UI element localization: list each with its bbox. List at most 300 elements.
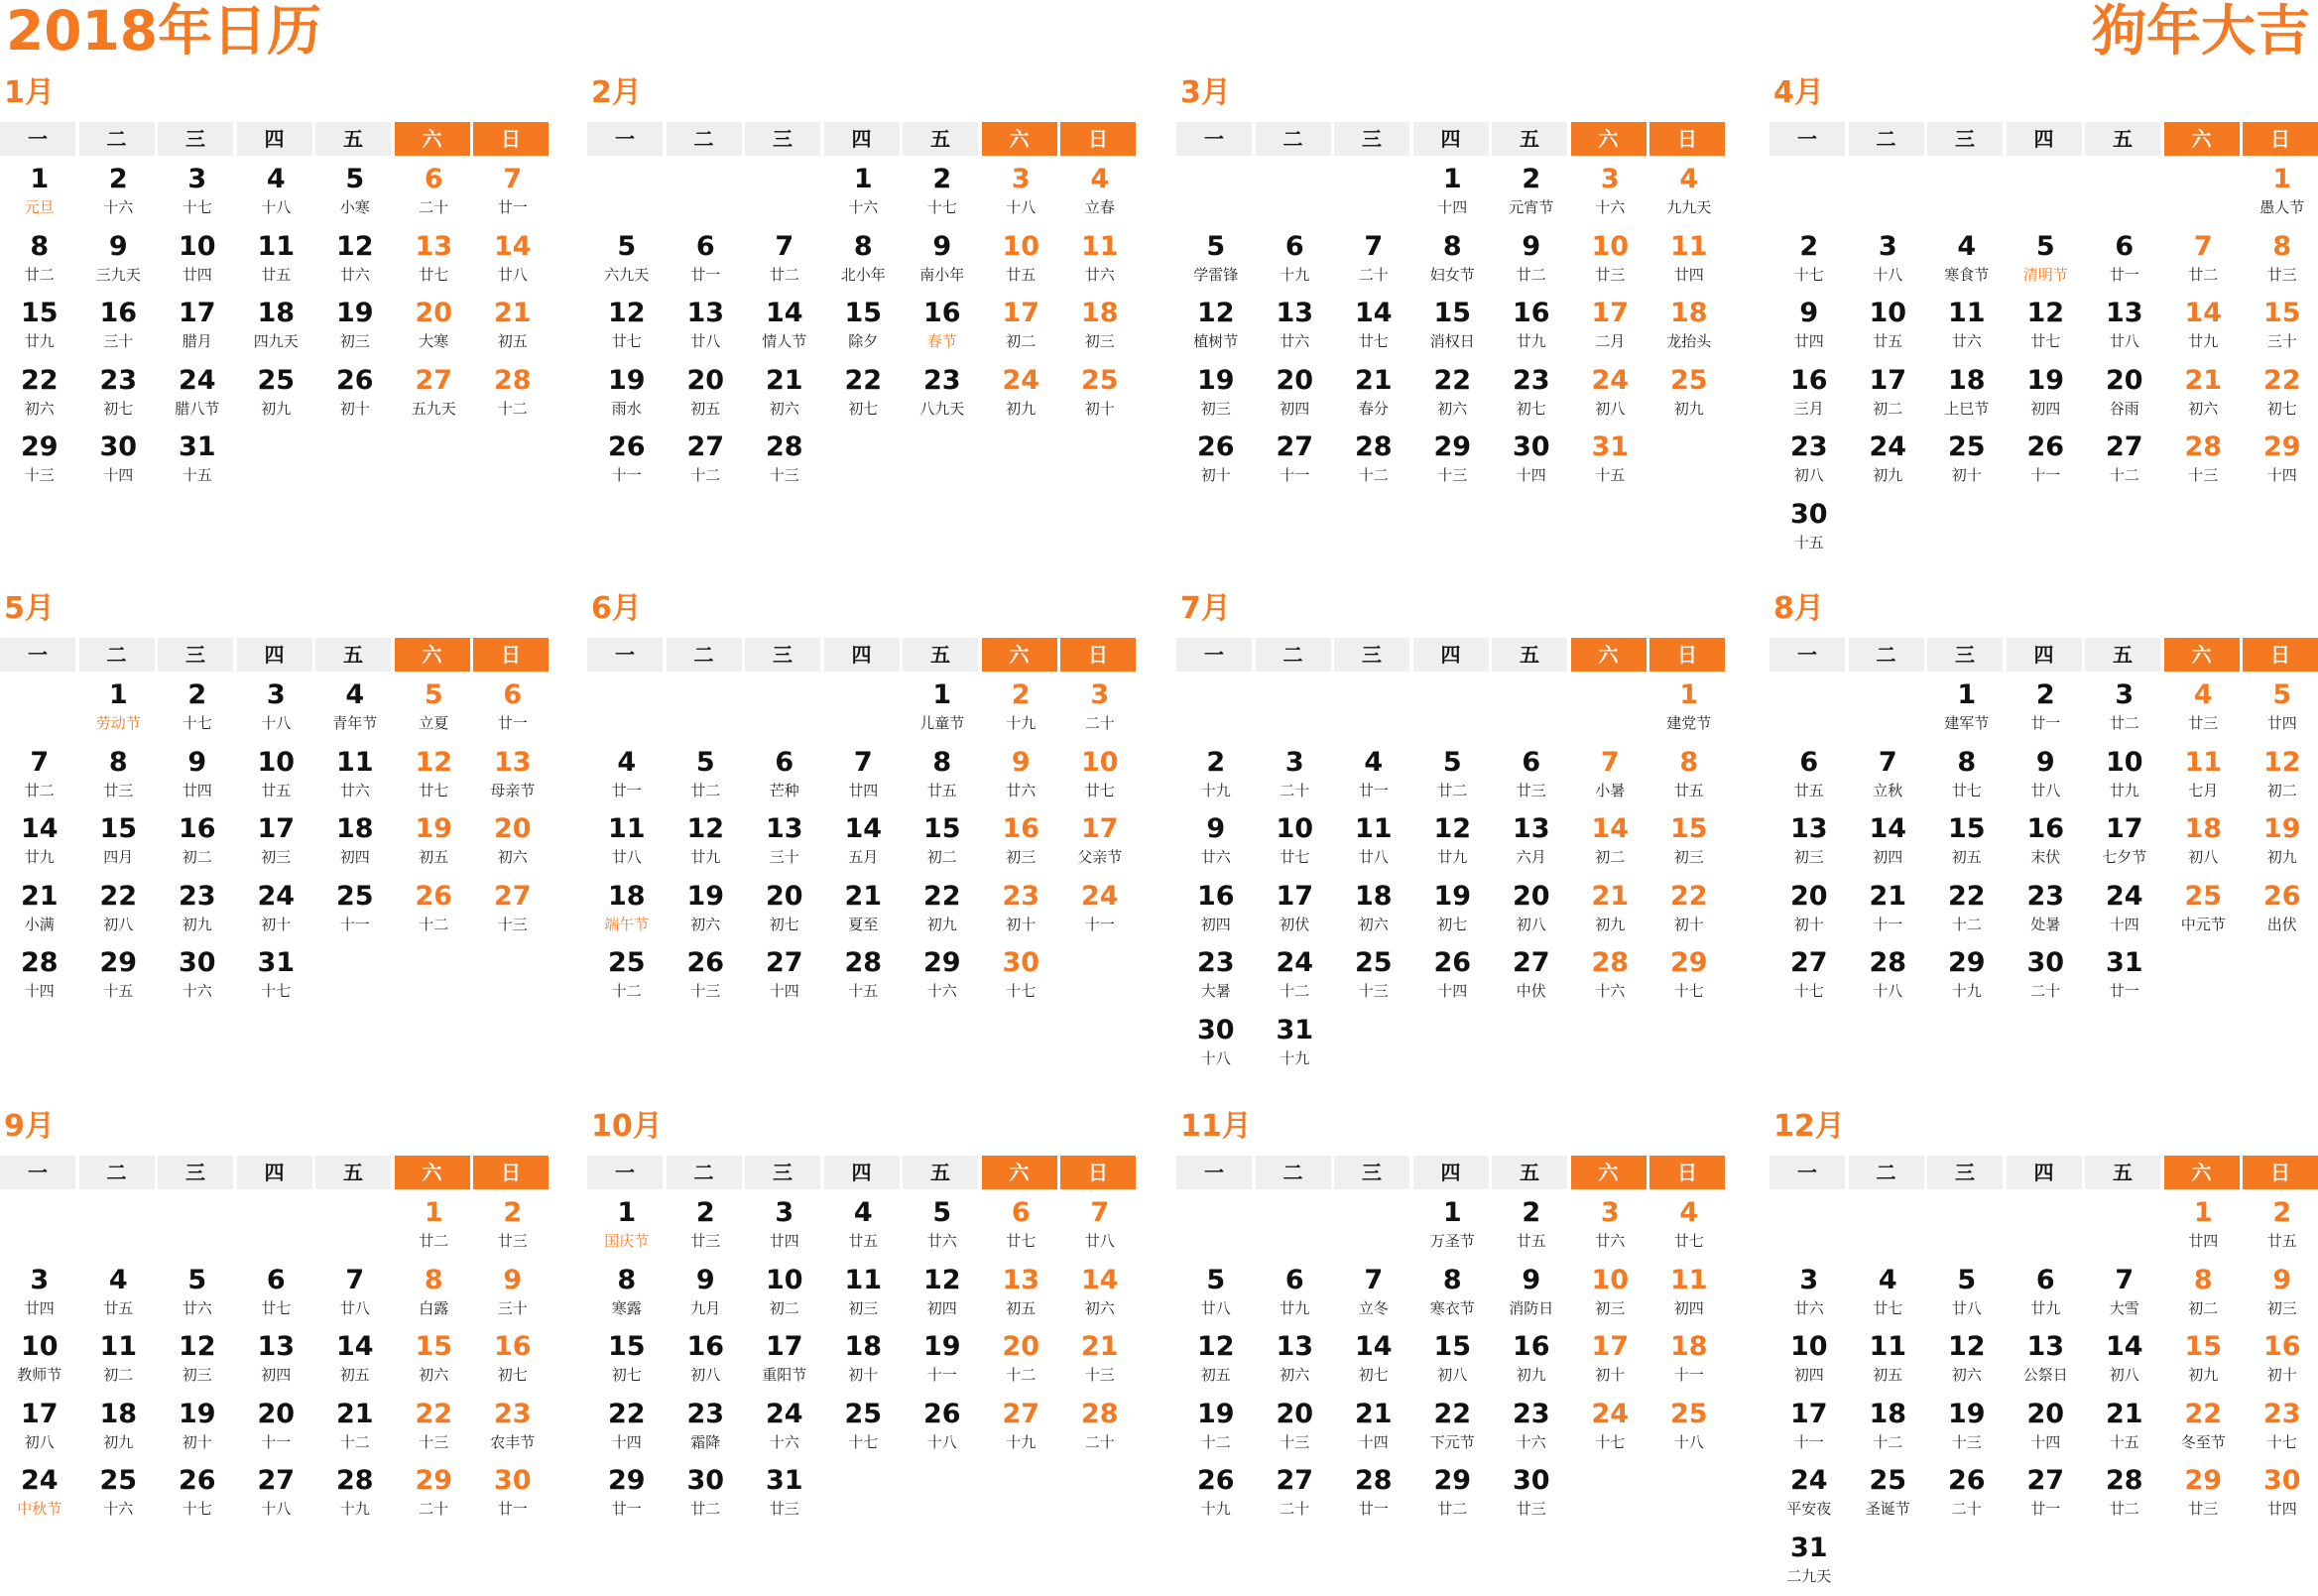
day-cell[interactable]	[1256, 943, 1335, 1011]
day-cell[interactable]	[2085, 809, 2164, 877]
day-cell[interactable]	[1649, 361, 1729, 429]
day-cell[interactable]	[158, 1395, 237, 1462]
day-cell[interactable]	[1060, 1193, 1140, 1261]
day-cell[interactable]	[0, 1461, 79, 1529]
day-cell[interactable]	[982, 943, 1061, 1011]
day-cell[interactable]	[1649, 743, 1729, 810]
day-cell[interactable]	[1769, 1261, 1849, 1328]
day-cell[interactable]	[2164, 428, 2244, 495]
day-cell[interactable]	[1413, 1193, 1493, 1261]
day-cell[interactable]	[667, 294, 746, 361]
day-cell[interactable]	[2164, 227, 2244, 295]
day-cell[interactable]	[1413, 1327, 1493, 1395]
day-cell[interactable]	[2085, 1261, 2164, 1328]
day-cell[interactable]	[1492, 428, 1571, 495]
day-cell[interactable]	[1849, 294, 1928, 361]
day-cell[interactable]	[315, 361, 395, 429]
day-cell[interactable]	[1849, 1261, 1928, 1328]
day-cell[interactable]	[1256, 743, 1335, 810]
day-cell[interactable]	[903, 877, 982, 944]
day-cell[interactable]	[1849, 361, 1928, 429]
day-cell[interactable]	[2007, 428, 2086, 495]
day-cell[interactable]	[982, 1261, 1061, 1328]
day-cell[interactable]	[1849, 1327, 1928, 1395]
day-cell[interactable]	[1849, 428, 1928, 495]
day-cell[interactable]	[903, 943, 982, 1011]
day-cell[interactable]	[1176, 743, 1256, 810]
day-cell[interactable]	[237, 1327, 316, 1395]
day-cell[interactable]	[2085, 1327, 2164, 1395]
day-cell[interactable]	[395, 1261, 474, 1328]
day-cell[interactable]	[2164, 1193, 2244, 1261]
day-cell[interactable]	[745, 877, 824, 944]
day-cell[interactable]	[903, 809, 982, 877]
day-cell[interactable]	[2164, 1261, 2244, 1328]
day-cell[interactable]	[237, 160, 316, 227]
day-cell[interactable]	[0, 1327, 79, 1395]
day-cell[interactable]	[667, 1327, 746, 1395]
day-cell[interactable]	[0, 428, 79, 495]
day-cell[interactable]	[237, 227, 316, 295]
day-cell[interactable]	[79, 361, 159, 429]
day-cell[interactable]	[667, 1193, 746, 1261]
day-cell[interactable]	[79, 743, 159, 810]
day-cell[interactable]	[237, 361, 316, 429]
day-cell[interactable]	[2164, 1461, 2244, 1529]
day-cell[interactable]	[1492, 1193, 1571, 1261]
day-cell[interactable]	[1334, 361, 1413, 429]
day-cell[interactable]	[587, 1193, 667, 1261]
day-cell[interactable]	[1571, 428, 1650, 495]
day-cell[interactable]	[824, 877, 904, 944]
day-cell[interactable]	[1849, 877, 1928, 944]
day-cell[interactable]	[2085, 361, 2164, 429]
day-cell[interactable]	[1927, 743, 2007, 810]
day-cell[interactable]	[824, 943, 904, 1011]
day-cell[interactable]	[79, 160, 159, 227]
day-cell[interactable]	[2243, 743, 2318, 810]
day-cell[interactable]	[1413, 809, 1493, 877]
day-cell[interactable]	[2007, 1327, 2086, 1395]
day-cell[interactable]	[2164, 675, 2244, 743]
day-cell[interactable]	[237, 1461, 316, 1529]
day-cell[interactable]	[1927, 809, 2007, 877]
day-cell[interactable]	[158, 428, 237, 495]
day-cell[interactable]	[824, 743, 904, 810]
day-cell[interactable]	[903, 160, 982, 227]
day-cell[interactable]	[1334, 1395, 1413, 1462]
day-cell[interactable]	[158, 1261, 237, 1328]
day-cell[interactable]	[1060, 294, 1140, 361]
day-cell[interactable]	[1927, 294, 2007, 361]
day-cell[interactable]	[1571, 743, 1650, 810]
day-cell[interactable]	[667, 809, 746, 877]
day-cell[interactable]	[982, 294, 1061, 361]
day-cell[interactable]	[1927, 428, 2007, 495]
day-cell[interactable]	[1769, 294, 1849, 361]
day-cell[interactable]	[1769, 495, 1849, 562]
day-cell[interactable]	[1492, 1327, 1571, 1395]
day-cell[interactable]	[667, 361, 746, 429]
day-cell[interactable]	[1492, 1461, 1571, 1529]
day-cell[interactable]	[1176, 361, 1256, 429]
day-cell[interactable]	[315, 227, 395, 295]
day-cell[interactable]	[1649, 1193, 1729, 1261]
day-cell[interactable]	[1256, 227, 1335, 295]
day-cell[interactable]	[79, 809, 159, 877]
day-cell[interactable]	[0, 877, 79, 944]
day-cell[interactable]	[1571, 160, 1650, 227]
day-cell[interactable]	[79, 294, 159, 361]
day-cell[interactable]	[1769, 1529, 1849, 1596]
day-cell[interactable]	[158, 1327, 237, 1395]
day-cell[interactable]	[1849, 1461, 1928, 1529]
day-cell[interactable]	[667, 943, 746, 1011]
day-cell[interactable]	[315, 1461, 395, 1529]
day-cell[interactable]	[1571, 1261, 1650, 1328]
day-cell[interactable]	[395, 1395, 474, 1462]
day-cell[interactable]	[587, 877, 667, 944]
day-cell[interactable]	[395, 1461, 474, 1529]
day-cell[interactable]	[473, 294, 552, 361]
day-cell[interactable]	[2007, 1461, 2086, 1529]
day-cell[interactable]	[1176, 809, 1256, 877]
day-cell[interactable]	[1176, 943, 1256, 1011]
day-cell[interactable]	[1649, 1327, 1729, 1395]
day-cell[interactable]	[2164, 1327, 2244, 1395]
day-cell[interactable]	[315, 1395, 395, 1462]
day-cell[interactable]	[1649, 877, 1729, 944]
day-cell[interactable]	[2243, 877, 2318, 944]
day-cell[interactable]	[395, 160, 474, 227]
day-cell[interactable]	[2164, 743, 2244, 810]
day-cell[interactable]	[1060, 160, 1140, 227]
day-cell[interactable]	[395, 675, 474, 743]
day-cell[interactable]	[79, 943, 159, 1011]
day-cell[interactable]	[237, 294, 316, 361]
day-cell[interactable]	[158, 877, 237, 944]
day-cell[interactable]	[824, 160, 904, 227]
day-cell[interactable]	[1256, 361, 1335, 429]
day-cell[interactable]	[1571, 809, 1650, 877]
day-cell[interactable]	[1849, 743, 1928, 810]
day-cell[interactable]	[79, 1261, 159, 1328]
day-cell[interactable]	[903, 227, 982, 295]
day-cell[interactable]	[667, 1461, 746, 1529]
day-cell[interactable]	[1256, 1327, 1335, 1395]
day-cell[interactable]	[2007, 809, 2086, 877]
day-cell[interactable]	[0, 743, 79, 810]
day-cell[interactable]	[1413, 160, 1493, 227]
day-cell[interactable]	[587, 361, 667, 429]
day-cell[interactable]	[79, 675, 159, 743]
day-cell[interactable]	[395, 743, 474, 810]
day-cell[interactable]	[473, 743, 552, 810]
day-cell[interactable]	[1492, 361, 1571, 429]
day-cell[interactable]	[1413, 1461, 1493, 1529]
day-cell[interactable]	[79, 877, 159, 944]
day-cell[interactable]	[473, 877, 552, 944]
day-cell[interactable]	[824, 1193, 904, 1261]
day-cell[interactable]	[0, 227, 79, 295]
day-cell[interactable]	[1492, 1261, 1571, 1328]
day-cell[interactable]	[903, 1261, 982, 1328]
day-cell[interactable]	[395, 361, 474, 429]
day-cell[interactable]	[745, 743, 824, 810]
day-cell[interactable]	[1769, 743, 1849, 810]
day-cell[interactable]	[745, 361, 824, 429]
day-cell[interactable]	[1492, 1395, 1571, 1462]
day-cell[interactable]	[473, 1395, 552, 1462]
day-cell[interactable]	[1927, 1261, 2007, 1328]
day-cell[interactable]	[1492, 943, 1571, 1011]
day-cell[interactable]	[1649, 1395, 1729, 1462]
day-cell[interactable]	[667, 227, 746, 295]
day-cell[interactable]	[2085, 227, 2164, 295]
day-cell[interactable]	[1060, 227, 1140, 295]
day-cell[interactable]	[1649, 294, 1729, 361]
day-cell[interactable]	[1649, 227, 1729, 295]
day-cell[interactable]	[1060, 361, 1140, 429]
day-cell[interactable]	[1769, 361, 1849, 429]
day-cell[interactable]	[1176, 877, 1256, 944]
day-cell[interactable]	[1334, 809, 1413, 877]
day-cell[interactable]	[1769, 227, 1849, 295]
day-cell[interactable]	[1176, 227, 1256, 295]
day-cell[interactable]	[2085, 943, 2164, 1011]
day-cell[interactable]	[1769, 428, 1849, 495]
day-cell[interactable]	[1256, 428, 1335, 495]
day-cell[interactable]	[903, 294, 982, 361]
day-cell[interactable]	[824, 294, 904, 361]
day-cell[interactable]	[2007, 675, 2086, 743]
day-cell[interactable]	[1927, 675, 2007, 743]
day-cell[interactable]	[473, 361, 552, 429]
day-cell[interactable]	[0, 160, 79, 227]
day-cell[interactable]	[395, 877, 474, 944]
day-cell[interactable]	[1849, 943, 1928, 1011]
day-cell[interactable]	[2243, 809, 2318, 877]
day-cell[interactable]	[667, 428, 746, 495]
day-cell[interactable]	[1927, 361, 2007, 429]
day-cell[interactable]	[237, 675, 316, 743]
day-cell[interactable]	[1769, 1395, 1849, 1462]
day-cell[interactable]	[1256, 877, 1335, 944]
day-cell[interactable]	[1571, 1193, 1650, 1261]
day-cell[interactable]	[667, 1395, 746, 1462]
day-cell[interactable]	[315, 809, 395, 877]
day-cell[interactable]	[745, 1327, 824, 1395]
day-cell[interactable]	[158, 809, 237, 877]
day-cell[interactable]	[1413, 743, 1493, 810]
day-cell[interactable]	[1413, 294, 1493, 361]
day-cell[interactable]	[237, 743, 316, 810]
day-cell[interactable]	[1256, 294, 1335, 361]
day-cell[interactable]	[0, 361, 79, 429]
day-cell[interactable]	[824, 361, 904, 429]
day-cell[interactable]	[1176, 1011, 1256, 1078]
day-cell[interactable]	[1334, 1261, 1413, 1328]
day-cell[interactable]	[473, 809, 552, 877]
day-cell[interactable]	[2085, 428, 2164, 495]
day-cell[interactable]	[315, 1327, 395, 1395]
day-cell[interactable]	[0, 1395, 79, 1462]
day-cell[interactable]	[1649, 943, 1729, 1011]
day-cell[interactable]	[1413, 361, 1493, 429]
day-cell[interactable]	[745, 1193, 824, 1261]
day-cell[interactable]	[1060, 877, 1140, 944]
day-cell[interactable]	[473, 1327, 552, 1395]
day-cell[interactable]	[1571, 877, 1650, 944]
day-cell[interactable]	[473, 227, 552, 295]
day-cell[interactable]	[982, 361, 1061, 429]
day-cell[interactable]	[79, 1461, 159, 1529]
day-cell[interactable]	[2085, 1395, 2164, 1462]
day-cell[interactable]	[2007, 743, 2086, 810]
day-cell[interactable]	[903, 1327, 982, 1395]
day-cell[interactable]	[2243, 675, 2318, 743]
day-cell[interactable]	[1769, 809, 1849, 877]
day-cell[interactable]	[237, 1261, 316, 1328]
day-cell[interactable]	[2243, 294, 2318, 361]
day-cell[interactable]	[315, 294, 395, 361]
day-cell[interactable]	[587, 809, 667, 877]
day-cell[interactable]	[982, 227, 1061, 295]
day-cell[interactable]	[745, 1461, 824, 1529]
day-cell[interactable]	[158, 160, 237, 227]
day-cell[interactable]	[2243, 227, 2318, 295]
day-cell[interactable]	[1413, 428, 1493, 495]
day-cell[interactable]	[1060, 743, 1140, 810]
day-cell[interactable]	[0, 1261, 79, 1328]
day-cell[interactable]	[1060, 675, 1140, 743]
day-cell[interactable]	[158, 943, 237, 1011]
day-cell[interactable]	[745, 227, 824, 295]
day-cell[interactable]	[395, 1327, 474, 1395]
day-cell[interactable]	[903, 743, 982, 810]
day-cell[interactable]	[1413, 877, 1493, 944]
day-cell[interactable]	[824, 1261, 904, 1328]
day-cell[interactable]	[1927, 1461, 2007, 1529]
day-cell[interactable]	[1927, 1395, 2007, 1462]
day-cell[interactable]	[1492, 294, 1571, 361]
day-cell[interactable]	[1176, 1461, 1256, 1529]
day-cell[interactable]	[315, 877, 395, 944]
day-cell[interactable]	[2007, 943, 2086, 1011]
day-cell[interactable]	[1571, 943, 1650, 1011]
day-cell[interactable]	[1849, 809, 1928, 877]
day-cell[interactable]	[1256, 1011, 1335, 1078]
day-cell[interactable]	[1413, 943, 1493, 1011]
day-cell[interactable]	[2243, 1193, 2318, 1261]
day-cell[interactable]	[1649, 1261, 1729, 1328]
day-cell[interactable]	[473, 160, 552, 227]
day-cell[interactable]	[2243, 160, 2318, 227]
day-cell[interactable]	[587, 1261, 667, 1328]
day-cell[interactable]	[158, 1461, 237, 1529]
day-cell[interactable]	[1492, 227, 1571, 295]
day-cell[interactable]	[1334, 428, 1413, 495]
day-cell[interactable]	[587, 743, 667, 810]
day-cell[interactable]	[2243, 1261, 2318, 1328]
day-cell[interactable]	[587, 1327, 667, 1395]
day-cell[interactable]	[79, 1327, 159, 1395]
day-cell[interactable]	[587, 227, 667, 295]
day-cell[interactable]	[1334, 1327, 1413, 1395]
day-cell[interactable]	[158, 227, 237, 295]
day-cell[interactable]	[667, 877, 746, 944]
day-cell[interactable]	[2243, 1461, 2318, 1529]
day-cell[interactable]	[1927, 1327, 2007, 1395]
day-cell[interactable]	[1649, 809, 1729, 877]
day-cell[interactable]	[395, 227, 474, 295]
day-cell[interactable]	[1769, 1327, 1849, 1395]
day-cell[interactable]	[745, 809, 824, 877]
day-cell[interactable]	[903, 1193, 982, 1261]
day-cell[interactable]	[1256, 1395, 1335, 1462]
day-cell[interactable]	[903, 361, 982, 429]
day-cell[interactable]	[2243, 361, 2318, 429]
day-cell[interactable]	[587, 1461, 667, 1529]
day-cell[interactable]	[1060, 1395, 1140, 1462]
day-cell[interactable]	[903, 1395, 982, 1462]
day-cell[interactable]	[237, 809, 316, 877]
day-cell[interactable]	[237, 943, 316, 1011]
day-cell[interactable]	[2085, 675, 2164, 743]
day-cell[interactable]	[1492, 877, 1571, 944]
day-cell[interactable]	[315, 743, 395, 810]
day-cell[interactable]	[0, 294, 79, 361]
day-cell[interactable]	[1492, 809, 1571, 877]
day-cell[interactable]	[473, 1193, 552, 1261]
day-cell[interactable]	[1571, 294, 1650, 361]
day-cell[interactable]	[1334, 943, 1413, 1011]
day-cell[interactable]	[1256, 1261, 1335, 1328]
day-cell[interactable]	[1176, 1261, 1256, 1328]
day-cell[interactable]	[0, 809, 79, 877]
day-cell[interactable]	[587, 428, 667, 495]
day-cell[interactable]	[2085, 294, 2164, 361]
day-cell[interactable]	[2007, 294, 2086, 361]
day-cell[interactable]	[824, 1327, 904, 1395]
day-cell[interactable]	[79, 227, 159, 295]
day-cell[interactable]	[1849, 227, 1928, 295]
day-cell[interactable]	[667, 743, 746, 810]
day-cell[interactable]	[473, 1261, 552, 1328]
day-cell[interactable]	[982, 1327, 1061, 1395]
day-cell[interactable]	[667, 1261, 746, 1328]
day-cell[interactable]	[1927, 943, 2007, 1011]
day-cell[interactable]	[745, 1261, 824, 1328]
day-cell[interactable]	[1334, 877, 1413, 944]
day-cell[interactable]	[1927, 227, 2007, 295]
day-cell[interactable]	[2007, 877, 2086, 944]
day-cell[interactable]	[745, 294, 824, 361]
day-cell[interactable]	[237, 1395, 316, 1462]
day-cell[interactable]	[395, 809, 474, 877]
day-cell[interactable]	[824, 809, 904, 877]
day-cell[interactable]	[395, 294, 474, 361]
day-cell[interactable]	[1571, 1395, 1650, 1462]
day-cell[interactable]	[2164, 361, 2244, 429]
day-cell[interactable]	[2085, 1461, 2164, 1529]
day-cell[interactable]	[79, 428, 159, 495]
day-cell[interactable]	[1413, 1395, 1493, 1462]
day-cell[interactable]	[1769, 1461, 1849, 1529]
day-cell[interactable]	[982, 1395, 1061, 1462]
day-cell[interactable]	[2085, 877, 2164, 944]
day-cell[interactable]	[982, 809, 1061, 877]
